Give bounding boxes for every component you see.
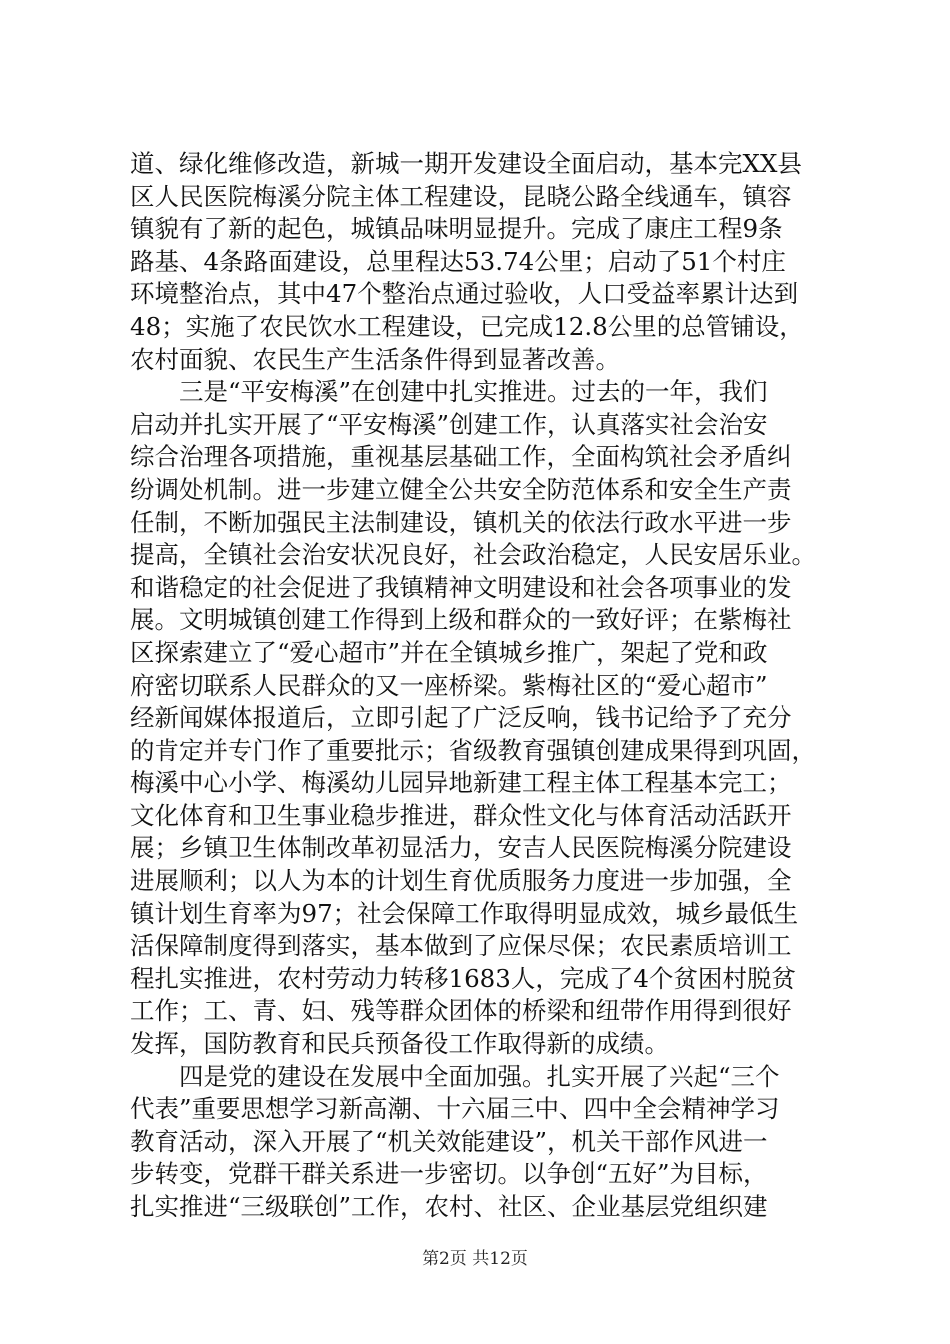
text-line: 展；乡镇卫生体制改革初显活力，安吉人民医院梅溪分院建设 <box>130 833 792 863</box>
text-line: 纷调处机制。进一步建立健全公共安全防范体系和安全生产责 <box>130 474 792 504</box>
text-line: 文化体育和卫生事业稳步推进，群众性文化与体育活动活跃开 <box>130 800 792 830</box>
text-line: 区人民医院梅溪分院主体工程建设，昆晓公路全线通车，镇容 <box>130 181 792 211</box>
text-line: 经新闻媒体报道后，立即引起了广泛反响，钱书记给予了充分 <box>130 703 792 733</box>
text-line: 步转变，党群干群关系进一步密切。以争创“五好”为目标， <box>130 1159 768 1189</box>
text-line: 路基、4条路面建设，总里程达53.74公里；启动了51个村庄 <box>130 246 786 276</box>
text-line: 的肯定并专门作了重要批示；省级教育强镇创建成果得到巩固， <box>130 735 816 765</box>
text-line: 启动并扎实开展了“平安梅溪”创建工作，认真落实社会治安 <box>130 409 768 439</box>
text-line: 进展顺利；以人为本的计划生育优质服务力度进一步加强，全 <box>130 866 792 896</box>
text-line: 代表”重要思想学习新高潮、十六届三中、四中全会精神学习 <box>130 1094 780 1124</box>
text-line: 府密切联系人民群众的又一座桥梁。紫梅社区的“爱心超市” <box>130 670 768 700</box>
text-line: 区探索建立了“爱心超市”并在全镇城乡推广，架起了党和政 <box>130 637 768 667</box>
text-line: 农村面貌、农民生产生活条件得到显著改善。 <box>130 344 620 374</box>
text-line: 工作；工、青、妇、残等群众团体的桥梁和纽带作用得到很好 <box>130 996 792 1026</box>
text-line: 道、绿化维修改造，新城一期开发建设全面启动，基本完XX县 <box>130 149 802 178</box>
text-line: 镇计划生育率为97；社会保障工作取得明显成效，城乡最低生 <box>130 898 799 928</box>
text-line: 展。文明城镇创建工作得到上级和群众的一致好评；在紫梅社 <box>130 605 792 635</box>
text-line: 48；实施了农民饮水工程建设，已完成12.8公里的总管铺设， <box>130 311 804 341</box>
text-line: 程扎实推进，农村劳动力转移1683人，完成了4个贫困村脱贫 <box>130 963 796 993</box>
text-line: 镇貌有了新的起色，城镇品味明显提升。完成了康庄工程9条 <box>130 214 783 244</box>
text-line: 四是党的建设在发展中全面加强。扎实开展了兴起“三个 <box>130 1061 780 1091</box>
text-line: 梅溪中心小学、梅溪幼儿园异地新建工程主体工程基本完工； <box>130 768 792 798</box>
text-line: 三是“平安梅溪”在创建中扎实推进。过去的一年，我们 <box>130 377 768 407</box>
text-line: 提高，全镇社会治安状况良好，社会政治稳定，人民安居乐业。 <box>130 540 816 570</box>
text-line: 教育活动，深入开展了“机关效能建设”，机关干部作风进一 <box>130 1126 768 1156</box>
text-line: 和谐稳定的社会促进了我镇精神文明建设和社会各项事业的发 <box>130 572 792 602</box>
text-line: 任制，不断加强民主法制建设，镇机关的依法行政水平进一步 <box>130 507 792 537</box>
text-line: 扎实推进“三级联创”工作，农村、社区、企业基层党组织建 <box>130 1192 768 1221</box>
text-line: 综合治理各项措施，重视基层基础工作，全面构筑社会矛盾纠 <box>130 442 792 472</box>
text-line: 活保障制度得到落实，基本做到了应保尽保；农民素质培训工 <box>130 931 792 961</box>
document-body <box>130 148 835 1224</box>
page-footer: 第2页 共12页 <box>422 1249 528 1269</box>
text-line: 环境整治点，其中47个整治点通过验收，人口受益率累计达到 <box>130 279 799 309</box>
text-line: 发挥，国防教育和民兵预备役工作取得新的成绩。 <box>130 1029 669 1059</box>
